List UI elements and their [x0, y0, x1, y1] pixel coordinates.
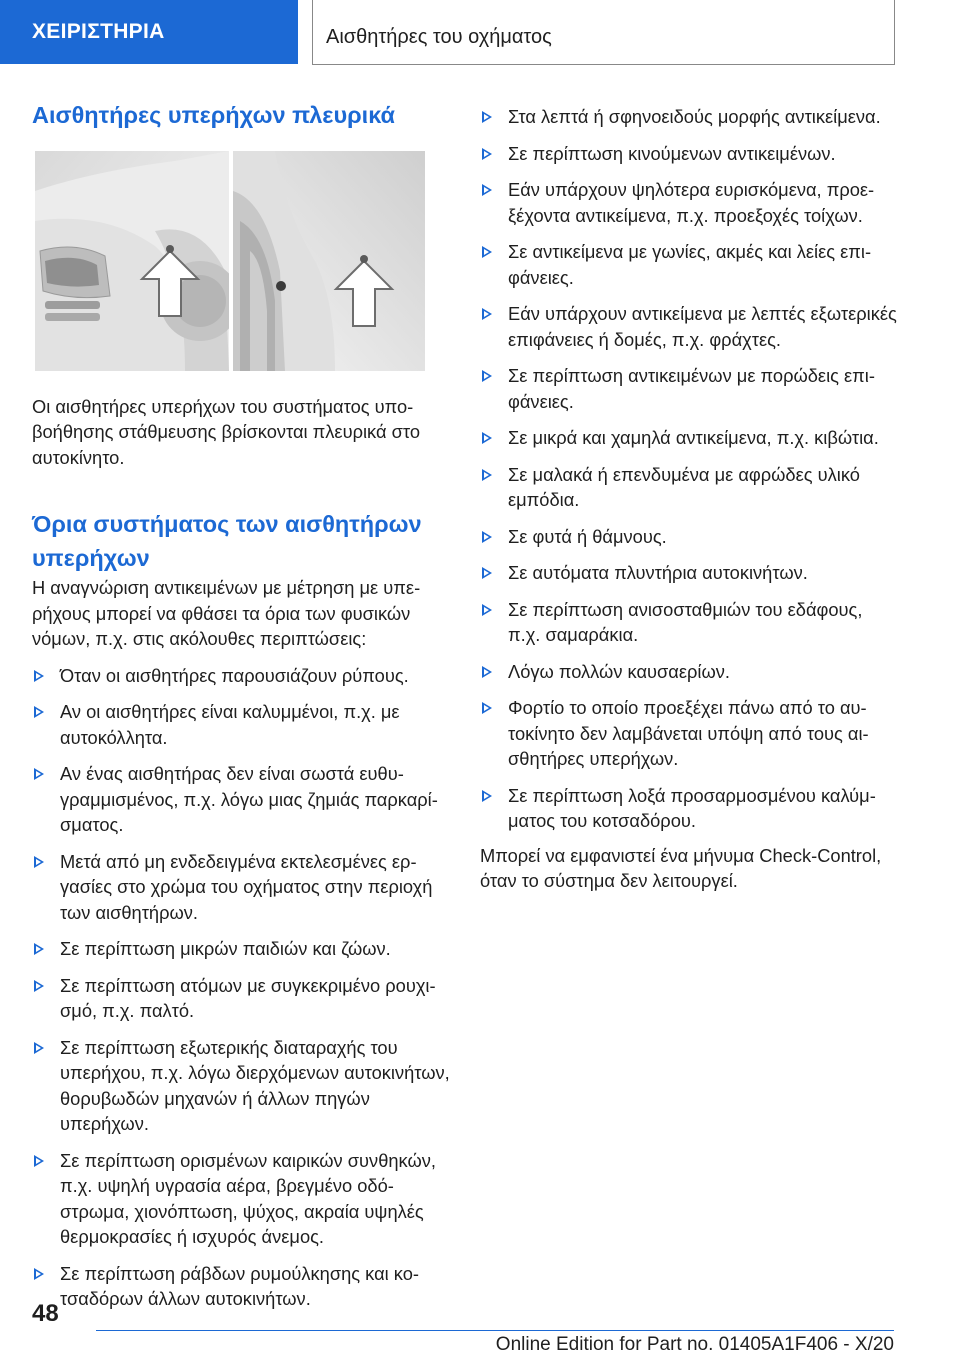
list-item: Σε αντικείμενα με γωνίες, ακμές και λείες επιφάνειες. [480, 239, 898, 290]
triangle-bullet-icon [482, 111, 492, 123]
triangle-bullet-icon [482, 148, 492, 160]
triangle-bullet-icon [34, 670, 44, 682]
page-number: 48 [32, 1300, 59, 1327]
limits-list-left [32, 663, 450, 1312]
triangle-bullet-icon [34, 1155, 44, 1167]
footer-divider [96, 1330, 894, 1331]
list-item: Σε περίπτωση ράβδων ρυμούλκησης και κοτσαδόρων άλλων αυτοκινήτων. [32, 1261, 450, 1312]
side-sensors-description: Οι αισθητήρες υπερήχων του συστήματος υποβοήθησης στάθμευσης βρίσκονται πλευρικά στο αυτοκίνητο. [32, 395, 421, 468]
header-divider [312, 0, 313, 64]
list-item: Όταν οι αισθητήρες παρουσιάζουν ρύπους. [32, 663, 450, 689]
list-item: Εάν υπάρχουν αντικείμενα με λεπτές εξωτερικές επιφάνειες ή δομές, π.χ. φράχτες. [480, 301, 898, 352]
list-item: Στα λεπτά ή σφηνοειδούς μορφής αντικείμενα. [480, 104, 898, 130]
limits-list-right [480, 104, 898, 834]
list-item: Σε περίπτωση ατόμων με συγκεκριμένο ρουχισμό, π.χ. παλτό. [32, 973, 450, 1024]
list-item: Αν οι αισθητήρες είναι καλυμμένοι, π.χ. με αυτοκόλλητα. [32, 699, 450, 750]
triangle-bullet-icon [482, 702, 492, 714]
triangle-bullet-icon [34, 980, 44, 992]
triangle-bullet-icon [34, 856, 44, 868]
triangle-bullet-icon [482, 469, 492, 481]
list-item: Σε φυτά ή θάμνους. [480, 524, 898, 550]
triangle-bullet-icon [34, 943, 44, 955]
system-limits-intro: Η αναγνώριση αντικειμένων με μέτρηση με υπερήχους μπορεί να φθάσει τα όρια των φυσικών νόμων, π.χ. στις ακόλουθες περιπτώσεις: [32, 577, 421, 650]
right-column [480, 104, 898, 894]
triangle-bullet-icon [482, 567, 492, 579]
edition-footer[interactable]: Online Edition for Part no. 01405A1F406 - X/20 [495, 1334, 894, 1355]
triangle-bullet-icon [482, 790, 492, 802]
list-item: Σε περίπτωση λοξά προσαρμοσμένου καλύμματος του κοτσαδόρου. [480, 783, 898, 834]
header-right-divider [894, 0, 895, 65]
list-item: Φορτίο το οποίο προεξέχει πάνω από το αυτοκίνητο δεν λαμβάνεται υπόψη από τους αισθητήρες υπερήχων. [480, 695, 898, 772]
car-sensor-illustration [35, 151, 425, 371]
triangle-bullet-icon [482, 432, 492, 444]
triangle-bullet-icon [34, 706, 44, 718]
triangle-bullet-icon [482, 604, 492, 616]
left-column [32, 100, 450, 1323]
check-control-note: Μπορεί να εμφανιστεί ένα μήνυμα Check-Control, όταν το σύστημα δεν λειτουργεί. [480, 844, 882, 891]
triangle-bullet-icon [482, 184, 492, 196]
header-underline [312, 64, 894, 65]
list-item: Σε περίπτωση ανισοσταθμιών του εδάφους, π.χ. σαμαράκια. [480, 597, 898, 648]
list-item: Σε περίπτωση μικρών παιδιών και ζώων. [32, 936, 450, 962]
list-item: Αν ένας αισθητήρας δεν είναι σωστά ευθυγραμμισμένος, π.χ. λόγω μιας ζημιάς παρκαρίσματος. [32, 761, 450, 838]
list-item: Μετά από μη ενδεδειγμένα εκτελεσμένες εργασίες στο χρώμα του οχήματος στην περιοχή των αισθητήρων. [32, 849, 450, 926]
triangle-bullet-icon [482, 246, 492, 258]
triangle-bullet-icon [482, 308, 492, 320]
section-title-side-sensors: Αισθητήρες υπερήχων πλευρικά [32, 102, 395, 128]
list-item: Λόγω πολλών καυσαερίων. [480, 659, 898, 685]
list-item: Σε μικρά και χαμηλά αντικείμενα, π.χ. κιβώτια. [480, 425, 898, 451]
list-item: Σε περίπτωση κινούμενων αντικειμένων. [480, 141, 898, 167]
chapter-tab[interactable]: ΧΕΙΡΙΣΤΗΡΙΑ [0, 0, 298, 64]
section-title-system-limits: Όρια συστήματος των αισθητήρων υπερήχων [32, 511, 422, 572]
triangle-bullet-icon [34, 1042, 44, 1054]
list-item: Σε περίπτωση ορισμένων καιρικών συνθηκών, π.χ. υψηλή υγρασία αέρα, βρεγμένο οδόστρωμα, χιονόπτωση, ψύχος, ακραία υψηλές θερμοκρασίες ή ισχυρός άνεμος. [32, 1148, 450, 1250]
list-item: Σε περίπτωση αντικειμένων με πορώδεις επιφάνειες. [480, 363, 898, 414]
triangle-bullet-icon [482, 370, 492, 382]
triangle-bullet-icon [482, 531, 492, 543]
triangle-bullet-icon [482, 666, 492, 678]
list-item: Σε αυτόματα πλυντήρια αυτοκινήτων. [480, 560, 898, 586]
side-sensors-figure [35, 151, 425, 371]
list-item: Σε περίπτωση εξωτερικής διαταραχής του υπερήχου, π.χ. λόγω διερχόμενων αυτοκινήτων, θορυβωδών μηχανών ή άλλων πηγών υπερήχων. [32, 1035, 450, 1137]
triangle-bullet-icon [34, 1268, 44, 1280]
list-item: Εάν υπάρχουν ψηλότερα ευρισκόμενα, προεξέχοντα αντικείμενα, π.χ. προεξοχές τοίχων. [480, 177, 898, 228]
list-item: Σε μαλακά ή επενδυμένα με αφρώδες υλικό εμπόδια. [480, 462, 898, 513]
triangle-bullet-icon [34, 768, 44, 780]
section-header-title: Αισθητήρες του οχήματος [326, 26, 552, 48]
